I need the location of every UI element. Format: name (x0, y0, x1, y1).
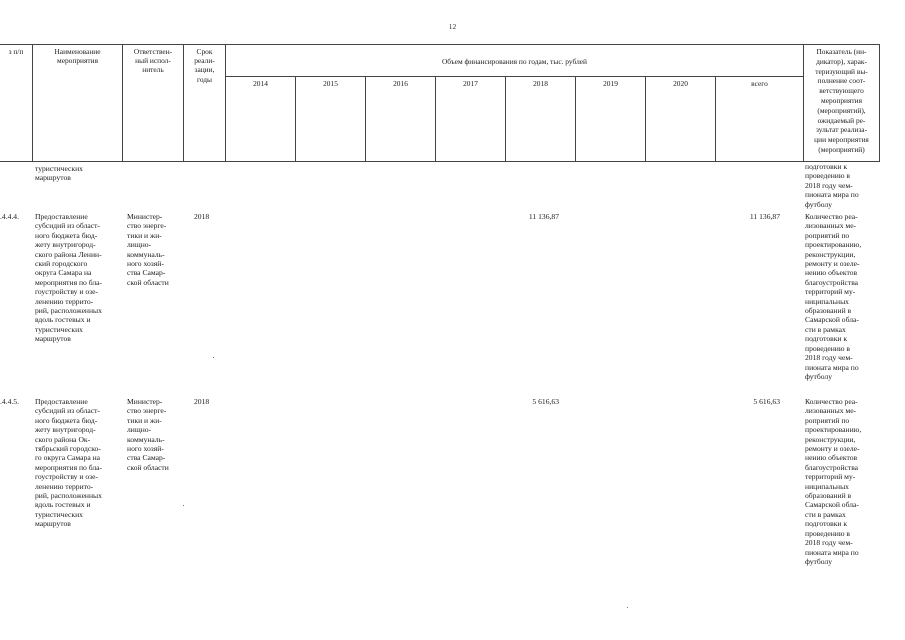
row-number: .4.4.5. (0, 397, 19, 406)
header-year-2018: 2018 (533, 79, 548, 88)
row-responsible: Министер- ство энерге- тики и жи- лищно- коммуналь- ного хозяй- ства Самар- ской области (127, 397, 169, 472)
row-border (0, 161, 880, 162)
page-number: 12 (448, 22, 457, 31)
row-indicator: Количество реа- лизованных ме- роприятий по проектированию, реконструкции, ремонту и озеле- нению объектов благоустройства территорий му- ниципальных образований в Самарской обла- сти в рамках подготовки к проведению в 2018 году чем- пионата мира по футболу (805, 212, 862, 381)
continuation-indicator: подготовки к проведению в 2018 году чем- пионата мира по футболу (805, 162, 859, 209)
row-term: 2018 (194, 212, 210, 221)
header-number: з п/п (8, 47, 24, 56)
header-year-2019: 2019 (603, 79, 618, 88)
row-funding-total: 5 616,63 (753, 397, 780, 406)
row-indicator: Количество реа- лизованных ме- роприятий по проектированию, реконструкции, ремонту и озеле- нению объектов благоустройства территорий му- ниципальных образований в Самарской обла- сти в рамках подготовки к проведению в 2018 году чем- пионата мира по футболу (805, 397, 862, 566)
column-border (505, 76, 506, 162)
row-border (0, 44, 880, 45)
row-funding-2018: 11 136,87 (528, 212, 559, 221)
column-border (879, 44, 880, 162)
continuation-name: туристических маршрутов (35, 164, 83, 183)
header-funding: Объем финансирования по годам, тыс. рублей (441, 57, 588, 66)
scan-speck (627, 607, 628, 608)
row-responsible: Министер- ство энерге- тики и жи- лищно- коммуналь- ного хозяй- ства Самар- ской области (127, 212, 169, 287)
header-total: всего (751, 79, 768, 88)
header-name: Наименование мероприятия (54, 47, 101, 66)
header-responsible: Ответствен- ный испол- нитель (133, 47, 173, 75)
row-name: Предоставление субсидий из област- ного бюджета бюд- жету внутригород- ского района Ленин- ский городского округа Самара на мероприятия по бла- гоустройству и озе- ленению террито- рий, расположенных вдоль гостевых и туристических маршрутов (35, 212, 103, 344)
scan-speck (183, 505, 184, 506)
column-border (715, 76, 716, 162)
header-indicator: Показатель (ин- дикатор), харак- теризующий вы- полнение соот- ветствующего мероприятия (мероприятий), ожидаемый ре- зультат реализа- ции мероприятия (мероприятий) (814, 47, 869, 154)
scan-speck (213, 357, 214, 358)
column-border (435, 76, 436, 162)
header-year-2020: 2020 (673, 79, 688, 88)
row-border (225, 76, 803, 77)
row-number: .4.4.4. (0, 212, 19, 221)
row-term: 2018 (194, 397, 210, 406)
column-border (575, 76, 576, 162)
row-funding-2018: 5 616,63 (532, 397, 559, 406)
table-header (0, 44, 880, 162)
header-year-2016: 2016 (393, 79, 408, 88)
column-border (645, 76, 646, 162)
column-border (365, 76, 366, 162)
header-year-2014: 2014 (253, 79, 268, 88)
header-year-2017: 2017 (463, 79, 478, 88)
header-term: Срок реали- зации, годы (194, 47, 215, 84)
header-year-2015: 2015 (323, 79, 338, 88)
row-name: Предоставление субсидий из област- ного бюджета бюд- жету внутригород- ского района Ок- тябрьский городско- го округа Самара на мероприятия по бла- гоустройству и озе- ленению террито- рий, расположенных вдоль гостевых и туристических маршрутов (35, 397, 103, 529)
column-border (295, 76, 296, 162)
row-funding-total: 11 136,87 (749, 212, 780, 221)
